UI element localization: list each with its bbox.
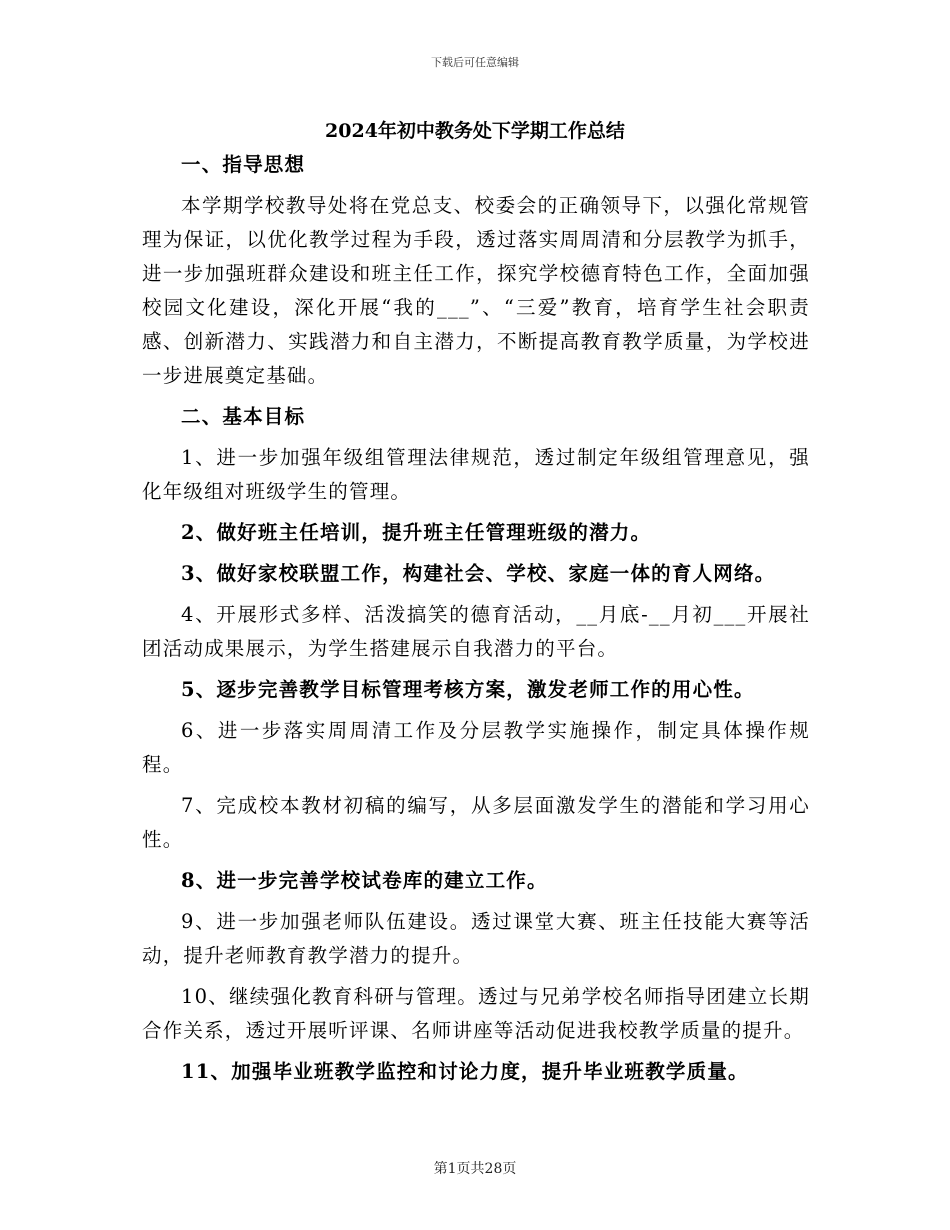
- document-title: 2024年初中教务处下学期工作总结: [325, 120, 625, 142]
- goal-item-3: 3、做好家校联盟工作，构建社会、学校、家庭一体的育人网络。: [181, 562, 776, 585]
- goal-item-5: 5、逐步完善教学目标管理考核方案，激发老师工作的用心性。: [181, 678, 755, 701]
- goal-item-6: 6、进一步落实周周清工作及分层教学实施操作，制定具体操作规程。: [142, 719, 810, 776]
- page-number: 第1页共28页: [433, 1161, 517, 1177]
- goal-item-9: 9、进一步加强老师队伍建设。透过课堂大赛、班主任技能大赛等活动，提升老师教育教学潜力的提升。: [142, 910, 810, 967]
- goal-item-4: 4、开展形式多样、活泼搞笑的德育活动，__月底-__月初___开展社团活动成果展示，为学生搭建展示自我潜力的平台。: [142, 603, 810, 660]
- goal-item-1: 1、进一步加强年级组管理法律规范，透过制定年级组管理意见，强化年级组对班级学生的管理。: [142, 446, 810, 503]
- page-header-note: 下载后可任意编辑: [431, 56, 519, 69]
- paragraph-guiding-thought: 本学期学校教导处将在党总支、校委会的正确领导下，以强化常规管理为保证，以优化教学过程为手段，透过落实周周清和分层教学为抓手，进一步加强班群众建设和班主任工作，探究学校德育特色工作，全面加强校园文化建设，深化开展“我的___”、“三爱”教育，培育学生社会职责感、创新潜力、实践潜力和自主潜力，不断提高教育教学质量，为学校进一步进展奠定基础。: [142, 194, 810, 387]
- goal-item-7: 7、完成校本教材初稿的编写，从多层面激发学生的潜能和学习用心性。: [142, 794, 810, 851]
- goal-item-8: 8、进一步完善学校试卷库的建立工作。: [181, 869, 548, 892]
- section-heading-basic-goals: 二、基本目标: [181, 405, 306, 428]
- goal-item-11: 11、加强毕业班教学监控和讨论力度，提升毕业班教学质量。: [181, 1060, 749, 1083]
- goal-item-2: 2、做好班主任培训，提升班主任管理班级的潜力。: [181, 521, 652, 544]
- document-body: [142, 148, 810, 1096]
- section-heading-guiding-thought: 一、指导思想: [181, 153, 306, 176]
- goal-item-10: 10、继续强化教育科研与管理。透过与兄弟学校名师指导团建立长期合作关系，透过开展听评课、名师讲座等活动促进我校教学质量的提升。: [142, 985, 810, 1042]
